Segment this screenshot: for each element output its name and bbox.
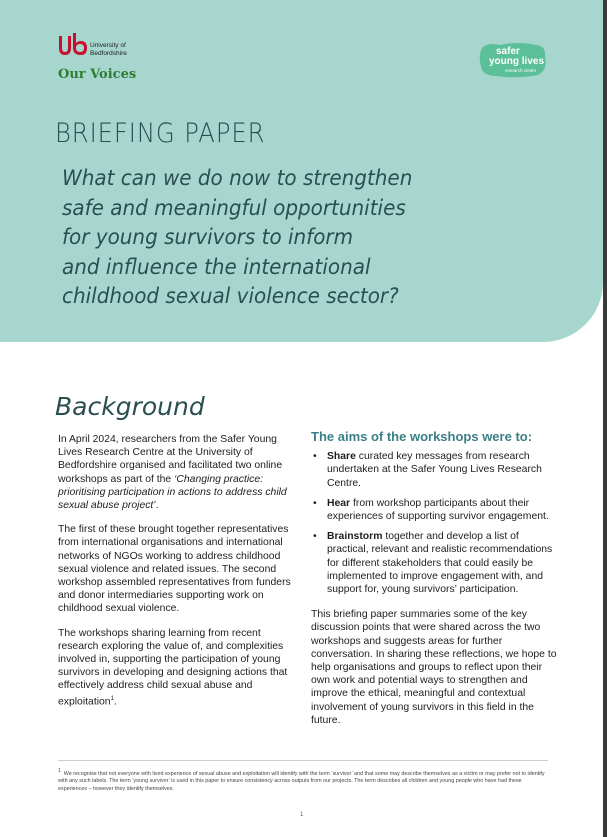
- background-paragraph-3: The workshops sharing learning from recent research exploring the value of, and complexities involved in, supporting the participation of young survivors in developing and designing actions that effectively address child sexual abuse and exploitation$^1$.: [58, 627, 288, 708]
- viewer-background: [603, 0, 607, 837]
- background-column: [58, 433, 303, 719]
- university-logo-icon: [58, 33, 88, 57]
- summary-paragraph: This briefing paper summaries some of the key discussion points that were shared across the two workshops and suggests areas for further conversation. In sharing these reflections, we hope to help organisations and groups to reflect upon their own work and potential ways to strengthen and improve the ethical, meaningful and contextual involvement of young survivors in this field in the future.: [311, 609, 557, 726]
- footnote: $^1$ We recognise that not everyone with lived experience of sexual abuse and exploitation will identify with the term ‘survivor’ and that some may describe themselves as a victim or may prefer not to identify with any such labels. The term ‘young survivor’ is used in this paper to ensure consistency across outputs from our projects. The term describes all children and young people who have had these experiences – however they identify themselves.: [58, 768, 545, 792]
- footnote-divider: [58, 760, 548, 761]
- syl-logo-line2: young lives: [489, 56, 545, 67]
- aims-column: [311, 430, 561, 727]
- bullet-icon: •: [313, 497, 317, 509]
- footnote-marker: 1: [58, 768, 61, 774]
- background-heading: Background: [55, 392, 205, 421]
- list-item: • Share curated key messages from research undertaken at the Safer Young Lives Research Centre.: [313, 451, 542, 489]
- background-paragraph-2: The first of these brought together representatives from international organisations and international networks of NGOs working to address childhood sexual violence and related issues. The second workshop assembled representatives from funders and donor intermediaries supporting work on childhood sexual violence.: [58, 524, 291, 615]
- list-item: • Hear from workshop participants about their experiences of supporting survivor engagement.: [313, 497, 549, 523]
- bullet-icon: •: [313, 531, 317, 543]
- title-line: childhood sexual violence sector?: [62, 284, 399, 308]
- title-line: What can we do now to strengthen: [62, 166, 413, 190]
- bullet-icon: •: [313, 451, 317, 463]
- title-line: safe and meaningful opportunities: [62, 195, 406, 220]
- document-title: [62, 164, 423, 312]
- title-line: and influence the international: [62, 254, 371, 279]
- university-name: [90, 42, 127, 58]
- background-paragraph-1: In April 2024, researchers from the Safer Young Lives Research Centre at the University of Bedfordshire organised and facilitated two online workshops as part of the ‘Changing practice: prioritising participation in actions to address child sexual abuse project’.: [58, 434, 287, 512]
- university-name-line1: University of: [90, 42, 126, 49]
- university-name-line2: Bedfordshire: [90, 50, 127, 57]
- title-line: for young survivors to inform: [62, 225, 354, 249]
- page-number: 1: [300, 812, 304, 818]
- aims-list: [311, 450, 561, 596]
- list-item: • Brainstorm together and develop a list of practical, relevant and realistic recommendations for different stakeholders that could easily be implemented to improve engagement with, and support for, young survivors’ participation.: [313, 531, 553, 596]
- footnote-reference[interactable]: 1: [110, 695, 114, 702]
- aims-heading: The aims of the workshops were to:: [311, 429, 533, 444]
- our-voices-logo: Our Voices: [58, 67, 137, 82]
- syl-logo-line1: safer: [496, 46, 520, 57]
- syl-logo-line3: research centre: [505, 68, 537, 73]
- document-kicker: BRIEFING PAPER: [55, 118, 266, 149]
